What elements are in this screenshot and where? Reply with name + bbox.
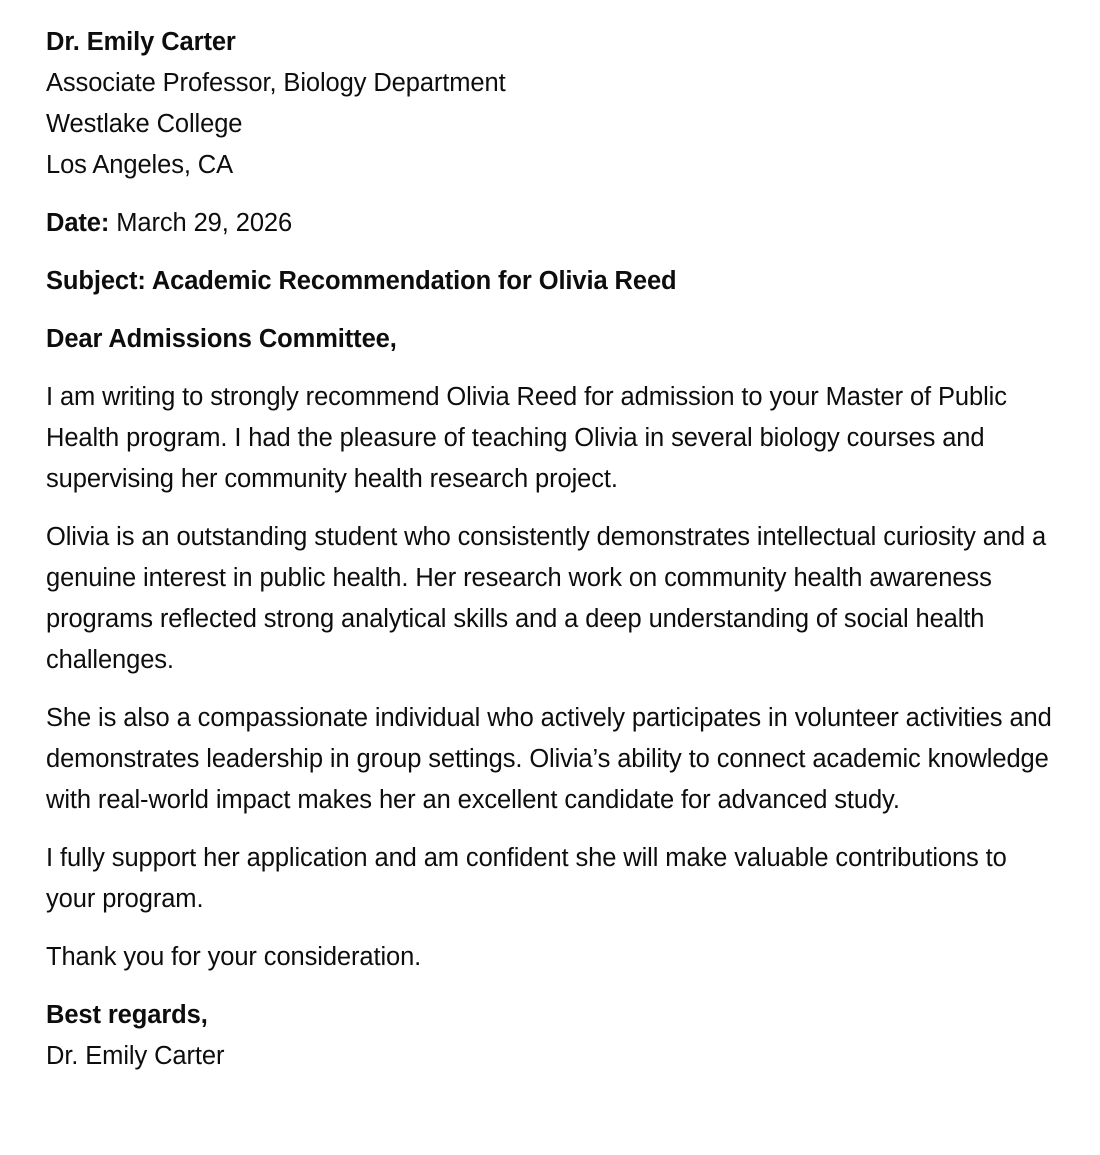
- sender-institution: Westlake College: [46, 110, 243, 138]
- closing-salutation: Best regards,: [46, 1001, 208, 1029]
- closing-name: Dr. Emily Carter: [46, 1042, 225, 1070]
- letter-document: [46, 22, 1057, 1077]
- body-paragraph: She is also a compassionate individual who actively participates in volunteer activities and demonstrates leadership in group settings. Olivia’s ability to connect academic knowledge with real-world impact makes her an excellent candidate for advanced study.: [46, 704, 1052, 814]
- sender-title: Associate Professor, Biology Department: [46, 69, 506, 97]
- sender-location: Los Angeles, CA: [46, 151, 234, 179]
- signature-block: [46, 995, 1057, 1077]
- subject-line: Subject: Academic Recommendation for Olivia Reed: [46, 267, 677, 295]
- sender-name: Dr. Emily Carter: [46, 28, 236, 56]
- date-line: [46, 203, 1057, 244]
- date-value: March 29, 2026: [116, 209, 293, 237]
- salutation-line: Dear Admissions Committee,: [46, 325, 397, 353]
- body-paragraph: I am writing to strongly recommend Olivia Reed for admission to your Master of Public Health program. I had the pleasure of teaching Olivia in several biology courses and supervising her community health research project.: [46, 383, 1007, 493]
- body-paragraph: I fully support her application and am confident she will make valuable contributions to your program.: [46, 844, 1007, 913]
- sender-block: [46, 22, 1057, 186]
- body-paragraph: Olivia is an outstanding student who consistently demonstrates intellectual curiosity and a genuine interest in public health. Her research work on community health awareness programs reflected strong analytical skills and a deep understanding of social health challenges.: [46, 523, 1047, 674]
- date-label: Date:: [46, 209, 110, 237]
- body-paragraph: Thank you for your consideration.: [46, 943, 422, 971]
